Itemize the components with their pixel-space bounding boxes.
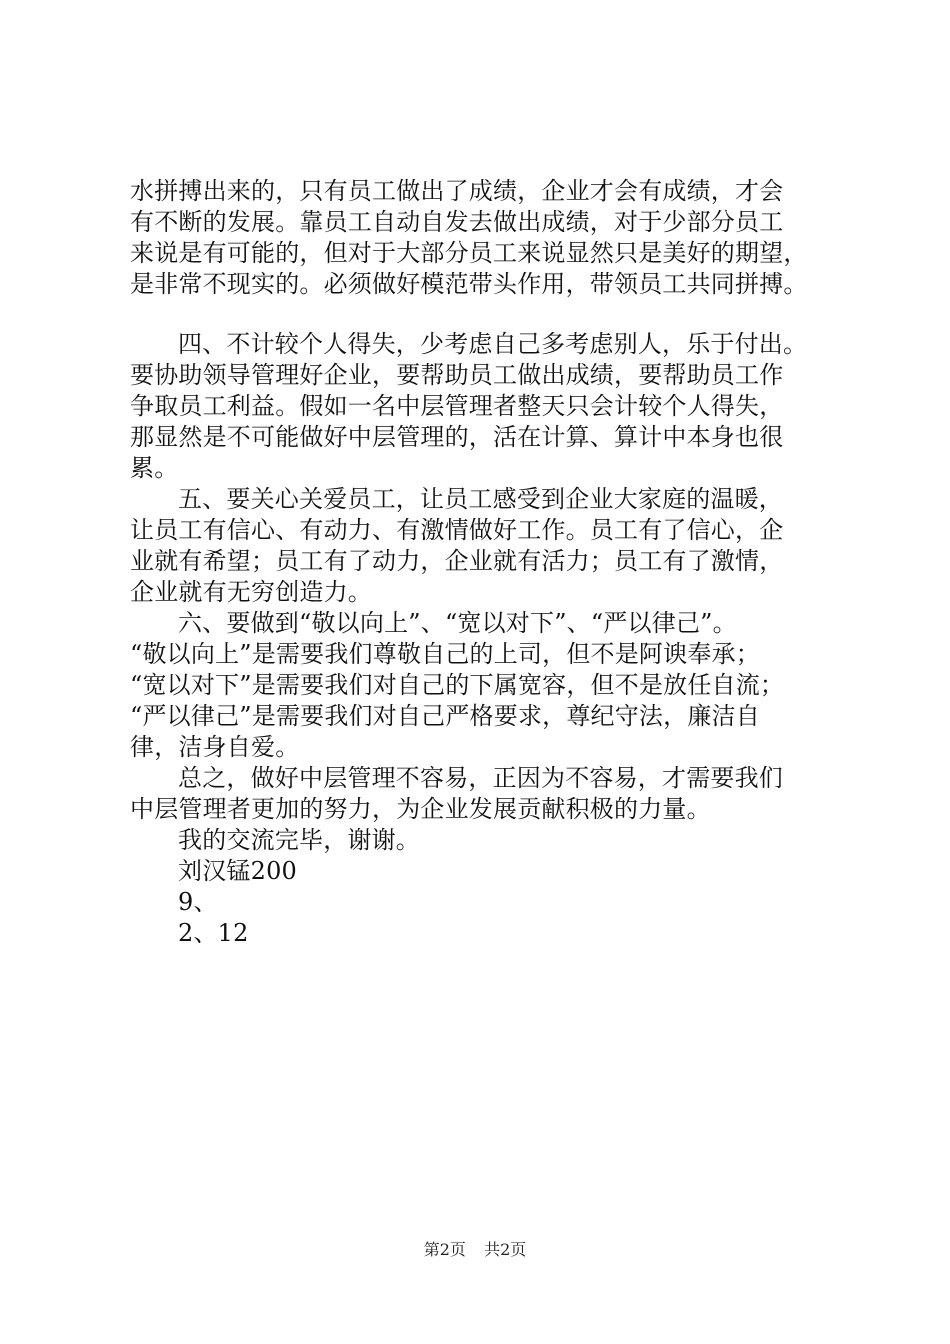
text-line: 业就有希望；员工有了动力，企业就有活力；员工有了激情， — [130, 547, 784, 575]
signature-block — [130, 856, 850, 949]
text-line: “严以律己”是需要我们对自己严格要求，尊纪守法，廉洁自 — [130, 702, 760, 730]
paragraph-conclusion — [130, 763, 850, 825]
closing-remark: 我的交流完毕，谢谢。 — [178, 826, 420, 854]
text-line: 那显然是不可能做好中层管理的，活在计算、算计中本身也很 — [130, 423, 784, 451]
text-line: 水拼搏出来的，只有员工做出了成绩，企业才会有成绩，才会 — [130, 177, 784, 205]
text-line: “敬以向上”是需要我们尊敬自己的上司，但不是阿谀奉承； — [130, 640, 760, 668]
signature-line: 刘汉锰200 — [178, 857, 298, 885]
page-footer — [0, 1240, 950, 1260]
signature-line: 9、 — [178, 888, 218, 916]
paragraph-gap — [130, 300, 850, 329]
text-line: 争取员工利益。假如一名中层管理者整天只会计较个人得失， — [130, 392, 784, 420]
text-line: 四、不计较个人得失，少考虑自己多考虑别人，乐于付出。 — [178, 330, 808, 358]
text-line: 律，洁身自爱。 — [130, 733, 300, 761]
text-line: 中层管理者更加的努力，为企业发展贡献积极的力量。 — [130, 795, 711, 823]
paragraph-continuation — [130, 176, 850, 300]
paragraph-point-four — [130, 329, 850, 484]
text-line: “宽以对下”是需要我们对自己的下属宽容，但不是放任自流； — [130, 671, 785, 699]
text-line: 让员工有信心、有动力、有激情做好工作。员工有了信心，企 — [130, 516, 784, 544]
document-body — [130, 176, 850, 949]
text-line: 累。 — [130, 454, 179, 482]
text-line: 六、要做到“敬以向上”、“宽以对下”、“严以律己”。 — [178, 609, 737, 637]
paragraph-point-five — [130, 484, 850, 608]
paragraph-point-six — [130, 608, 850, 763]
text-line: 总之，做好中层管理不容易，正因为不容易，才需要我们 — [178, 764, 783, 792]
text-line: 来说是有可能的，但对于大部分员工来说显然只是美好的期望， — [130, 239, 808, 267]
text-line: 五、要关心关爱员工，让员工感受到企业大家庭的温暖， — [178, 485, 783, 513]
signature-line: 2、12 — [178, 919, 249, 947]
text-line: 企业就有无穷创造力。 — [130, 578, 372, 606]
text-line: 有不断的发展。靠员工自动自发去做出成绩，对于少部分员工 — [130, 208, 784, 236]
page-number: 第2页 — [423, 1240, 466, 1259]
page-total: 共2页 — [484, 1240, 527, 1259]
text-line: 要协助领导管理好企业，要帮助员工做出成绩，要帮助员工作 — [130, 361, 784, 389]
text-line: 是非常不现实的。必须做好模范带头作用，带领员工共同拼搏。 — [130, 270, 808, 298]
